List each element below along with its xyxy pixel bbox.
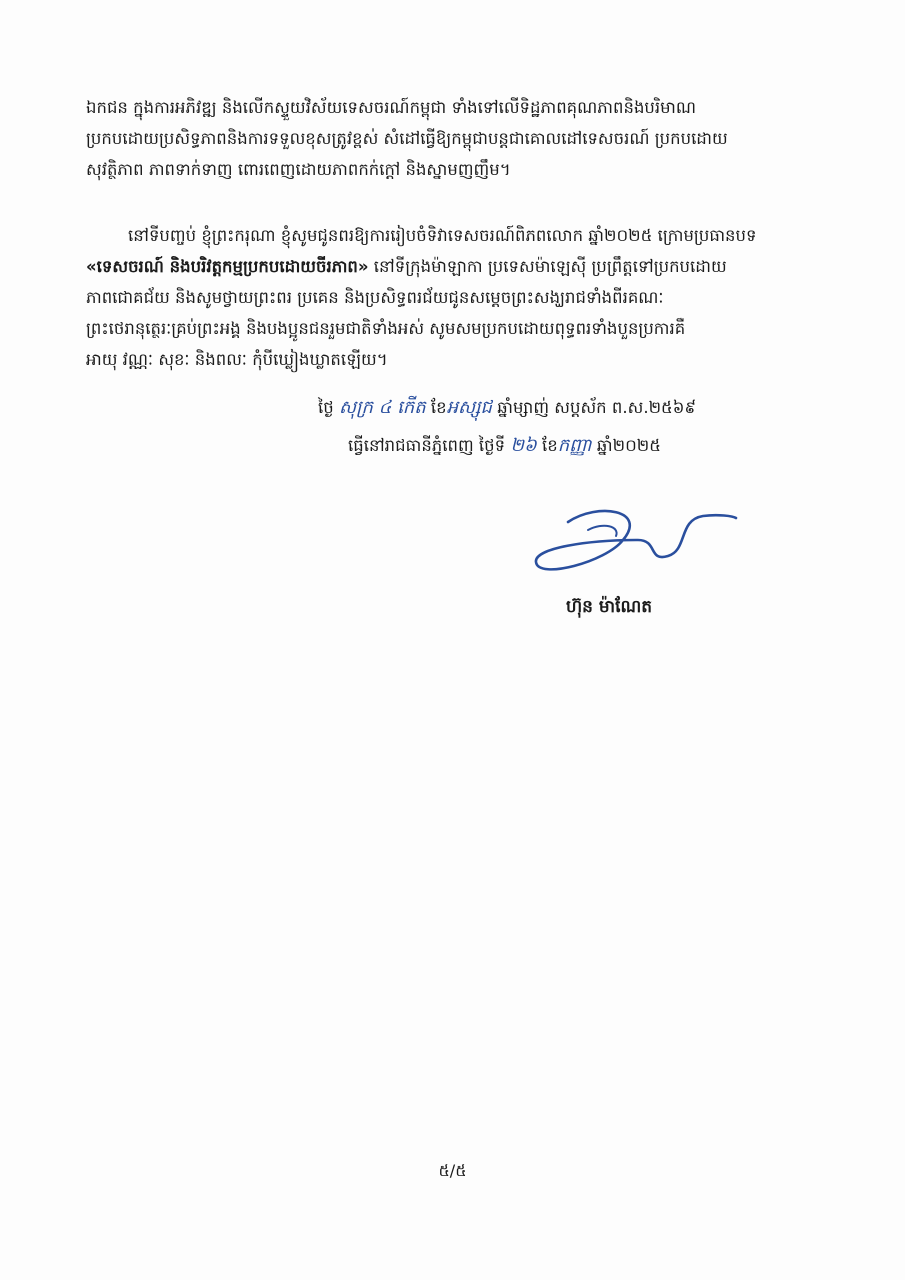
paragraph-line: អាយុ វណ្ណៈ សុខៈ និងពលៈ កុំបីឃ្លៀងឃ្លាតឡើយ។ bbox=[86, 350, 388, 369]
lunar-month-label: ខែ bbox=[430, 398, 447, 417]
paragraph-line: ឯកជន ក្នុងការអភិវឌ្ឍ និងលើកស្ទួយវិស័យទេសចរណ៍កម្ពុជា ទាំងទៅលើទិដ្ឋភាពគុណភាពនិងបរិមាណ bbox=[86, 98, 696, 117]
paragraph-2 bbox=[86, 220, 822, 375]
theme-title: «ទេសចរណ៍ និងបរិវត្តកម្មប្រកបដោយចីរភាព» bbox=[86, 257, 369, 276]
date-block bbox=[318, 389, 828, 465]
solar-year-text: ឆ្នាំ២០២៥ bbox=[596, 436, 661, 455]
solar-day-handwritten: ២៦ bbox=[510, 435, 537, 456]
paragraph-1 bbox=[86, 92, 822, 185]
lunar-day-label: ថ្ងៃ bbox=[318, 398, 334, 417]
solar-date-label: ធ្វើនៅរាជធានីភ្នំពេញ ថ្ងៃទី bbox=[348, 436, 506, 455]
lunar-day-handwritten: សុក្រ ៤ កើត bbox=[338, 397, 426, 418]
paragraph-line: សុវត្ថិភាព ភាពទាក់ទាញ ពោរពេញដោយភាពកក់ក្ដៅ និងស្នាមញញឹម។ bbox=[86, 160, 511, 179]
lunar-month-handwritten: អស្សុជ bbox=[446, 397, 492, 418]
solar-month-handwritten: កញ្ញា bbox=[557, 435, 592, 456]
paragraph-line-rest: នៅទីក្រុងម៉ាឡាកា ប្រទេសម៉ាឡេស៊ី ប្រព្រឹត្តទៅប្រកបដោយ bbox=[368, 257, 727, 276]
paragraph-line: ព្រះថេរានុត្ថេរៈគ្រប់ព្រះអង្គ និងបងប្អូនជនរួមជាតិទាំងអស់ សូមសមប្រកបដោយពុទ្ធពរទាំងបួនប្រការគឺ bbox=[86, 319, 686, 338]
solar-month-label: ខែ bbox=[542, 436, 558, 455]
lunar-year-text: ឆ្នាំម្សាញ់ សប្តស័ក ព.ស.២៥៦៩ bbox=[497, 398, 697, 417]
paragraph-line-with-theme bbox=[86, 251, 822, 282]
paragraph-line: នៅទីបញ្ចប់ ខ្ញុំព្រះករុណា ខ្ញុំសូមជូនពរឱ្យការរៀបចំទិវាទេសចរណ៍ពិភពលោក ឆ្នាំ២០២៥ ក្រោមប្រធានបទ bbox=[128, 226, 757, 245]
lunar-date-line bbox=[318, 389, 828, 427]
page-number: ៥/៥ bbox=[438, 1161, 467, 1180]
signature-image bbox=[528, 500, 738, 590]
solar-date-line bbox=[318, 427, 828, 465]
paragraph-line: ប្រកបដោយប្រសិទ្ធភាពនិងការទទួលខុសត្រូវខ្ពស់ សំដៅធ្វើឱ្យកម្ពុជាបន្តជាគោលដៅទេសចរណ៍ ប្រកបដោយ bbox=[86, 129, 728, 148]
paragraph-line: ភាពជោគជ័យ និងសូមថ្វាយព្រះពរ ប្រគេន និងប្រសិទ្ធពរជ័យជូនសម្ដេចព្រះសង្ឃរាជទាំងពីរគណៈ bbox=[86, 288, 664, 307]
signatory-name: ហ៊ុន ម៉ាណែត bbox=[566, 597, 653, 617]
